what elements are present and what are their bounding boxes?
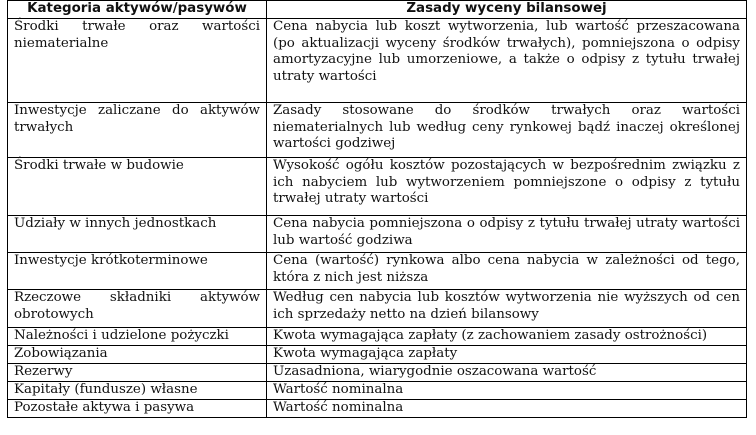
- table-row: [8, 253, 747, 290]
- row-category: Inwestycje zaliczane do aktywów trwałych: [8, 103, 267, 158]
- row-rule: Wysokość ogółu kosztów pozostających w bezpośrednim związku z ich nabyciem lub wytworzeniem pomniejszone o odpisy z tytułu trwałej utraty wartości: [267, 158, 747, 216]
- table-row: [8, 103, 747, 158]
- row-category: Środki trwałe w budowie: [8, 158, 267, 216]
- header-valuation-rule: Zasady wyceny bilansowej: [267, 1, 747, 19]
- row-rule: Zasady stosowane do środków trwałych oraz wartości niematerialnych lub według ceny rynkowej bądź inaczej określonej wartości godziwej: [267, 103, 747, 158]
- table-row: [8, 364, 747, 382]
- row-rule: Wartość nominalna: [267, 382, 747, 400]
- row-category: Zobowiązania: [8, 346, 267, 364]
- row-category: Środki trwałe oraz wartości niematerialne: [8, 19, 267, 103]
- row-category: Udziały w innych jednostkach: [8, 216, 267, 253]
- row-rule: Cena nabycia lub koszt wytworzenia, lub wartość przeszacowana (po aktualizacji wyceny środków trwałych), pomniejszona o odpisy amortyzacyjne lub umorzeniowe, a także o odpisy z tytułu trwałej utraty wartości: [267, 19, 747, 103]
- row-rule: Cena (wartość) rynkowa albo cena nabycia w zależności od tego, która z nich jest niższa: [267, 253, 747, 290]
- row-category: Należności i udzielone pożyczki: [8, 328, 267, 346]
- table-row: [8, 346, 747, 364]
- table-header-row: [8, 1, 747, 19]
- row-category: Rezerwy: [8, 364, 267, 382]
- header-category: Kategoria aktywów/pasywów: [8, 1, 267, 19]
- table-row: [8, 290, 747, 328]
- table-row: [8, 158, 747, 216]
- row-category: Kapitały (fundusze) własne: [8, 382, 267, 400]
- row-category: Pozostałe aktywa i pasywa: [8, 400, 267, 418]
- row-category: Inwestycje krótkoterminowe: [8, 253, 267, 290]
- row-rule: Kwota wymagająca zapłaty: [267, 346, 747, 364]
- row-rule: Wartość nominalna: [267, 400, 747, 418]
- row-rule: Według cen nabycia lub kosztów wytworzenia nie wyższych od cen ich sprzedaży netto na dzień bilansowy: [267, 290, 747, 328]
- row-rule: Cena nabycia pomniejszona o odpisy z tytułu trwałej utraty wartości lub wartość godziwa: [267, 216, 747, 253]
- row-rule: Uzasadniona, wiarygodnie oszacowana wartość: [267, 364, 747, 382]
- table-row: [8, 328, 747, 346]
- row-rule: Kwota wymagająca zapłaty (z zachowaniem zasady ostrożności): [267, 328, 747, 346]
- table-row: [8, 216, 747, 253]
- table-row: [8, 400, 747, 418]
- table-row: [8, 19, 747, 103]
- table-row: [8, 382, 747, 400]
- row-category: Rzeczowe składniki aktywów obrotowych: [8, 290, 267, 328]
- valuation-rules-table: [7, 0, 747, 418]
